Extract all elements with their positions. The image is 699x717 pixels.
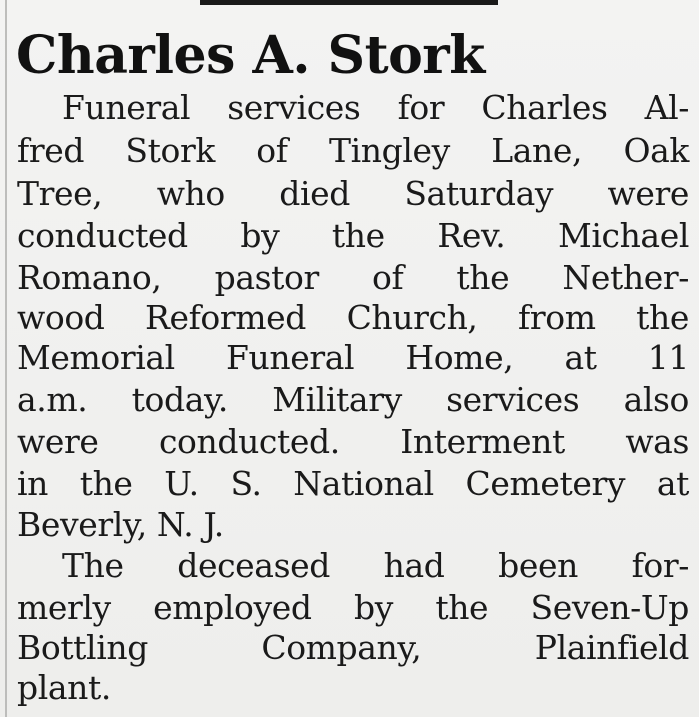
article-line: plant. [17,668,111,707]
article-line: Bottling Company, Plainfield [17,628,689,667]
article-line: merly employed by the Seven-Up [17,588,689,627]
obituary-headline: Charles A. Stork [16,25,485,86]
article-line: wood Reformed Church, from the [17,298,689,337]
article-line: Beverly, N. J. [17,505,224,544]
top-rule-divider [200,0,498,5]
article-line: were conducted. Interment was [17,422,689,461]
article-line: The deceased had been for- [62,546,689,585]
article-line: Funeral services for Charles Al- [62,88,689,127]
article-line: Tree, who died Saturday were [17,174,689,213]
article-line: in the U. S. National Cemetery at [17,464,689,503]
article-line: Memorial Funeral Home, at 11 [17,338,689,377]
article-line: conducted by the Rev. Michael [17,216,689,255]
article-line: a.m. today. Military services also [17,380,689,419]
article-line: fred Stork of Tingley Lane, Oak [17,131,689,170]
article-line: Romano, pastor of the Nether- [17,258,689,297]
column-border [5,0,7,717]
